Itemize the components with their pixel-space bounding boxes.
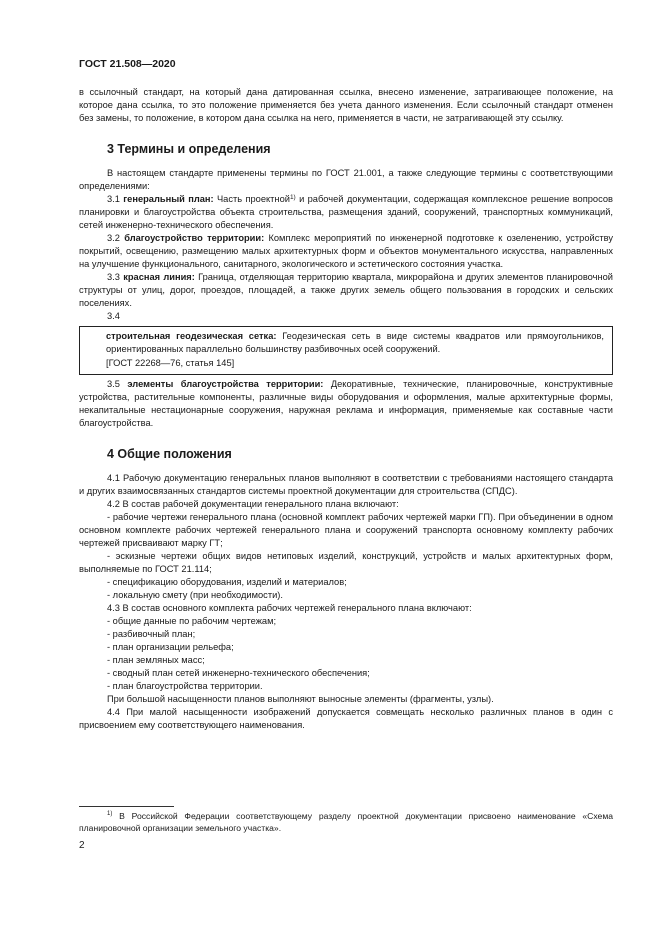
footnote-text: В Российской Федерации соответствующему разделу проектной документации присвоено наименование «Схема планировочной организации земельного участка». bbox=[79, 811, 614, 833]
term-3-5 bbox=[79, 378, 613, 430]
term-number: 3.1 bbox=[107, 194, 120, 204]
term-name: генеральный план: bbox=[123, 194, 214, 204]
term-3-1 bbox=[79, 193, 613, 232]
footnote-reference: 1) bbox=[289, 194, 296, 201]
section-3-title: 3 Термины и определения bbox=[107, 142, 271, 156]
list-item: - план земляных масс; bbox=[107, 655, 205, 665]
term-3-2 bbox=[79, 232, 613, 271]
section-4-title: 4 Общие положения bbox=[107, 447, 232, 461]
term-definition: Декоративные, технические, планировочные, конструктивные устройства, растительные компоненты, различные виды оборудования и оформления, малые архитектурные формы, некапитальные нестационарные сооружения, наружная реклама и информация, применяемые как составные части благоустройства. bbox=[79, 379, 613, 428]
document-header: ГОСТ 21.508—2020 bbox=[79, 58, 176, 70]
page-content bbox=[79, 86, 613, 732]
list-item: - рабочие чертежи генерального плана (основной комплект рабочих чертежей марки ГП). При объединении в одном основном комплекте рабочих чертежей генерального плана и сооружений транспорта основному комплекту рабочих чертежей присваивают марку ГТ; bbox=[79, 512, 613, 548]
term-source: [ГОСТ 22268—76, статья 145] bbox=[106, 358, 235, 368]
term-name: строительная геодезическая сетка: bbox=[106, 331, 277, 341]
paragraph-4-4: 4.4 При малой насыщенности изображений допускается совмещать несколько различных планов в один с присвоением ему соответствующего наименования. bbox=[79, 707, 613, 730]
term-3-4 bbox=[106, 330, 604, 356]
term-number: 3.5 bbox=[107, 379, 120, 389]
term-name: красная линия: bbox=[123, 272, 195, 282]
paragraph-4-2: 4.2 В состав рабочей документации генерального плана включают: bbox=[107, 499, 399, 509]
list-item: - план благоустройства территории. bbox=[107, 681, 263, 691]
term-number: 3.2 bbox=[107, 233, 120, 243]
list-item: - сводный план сетей инженерно-технического обеспечения; bbox=[107, 668, 370, 678]
term-definition: Геодезическая сеть в виде системы квадратов или прямоугольников, ориентированных параллельно большинству разбивочных осей сооружений. bbox=[106, 331, 604, 354]
term-3-3 bbox=[79, 271, 613, 310]
list-item: - разбивочный план; bbox=[107, 629, 196, 639]
paragraph-4-3-note: При большой насыщенности планов выполняют выносные элементы (фрагменты, узлы). bbox=[107, 694, 494, 704]
page-number: 2 bbox=[79, 840, 85, 851]
term-3-4-box bbox=[79, 326, 613, 375]
term-3-4-number: 3.4 bbox=[107, 311, 120, 321]
term-definition: Комплекс мероприятий по инженерной подготовке к озеленению, устройству покрытий, освещению, размещению малых архитектурных форм и объектов монументального искусства, направленных на улучшение функционального, санитарного, экологического и эстетического состояния участка. bbox=[79, 233, 613, 269]
footnote-divider bbox=[79, 806, 174, 807]
list-item: - локальную смету (при необходимости). bbox=[107, 590, 283, 600]
list-item: - общие данные по рабочим чертежам; bbox=[107, 616, 277, 626]
term-name: благоустройство территории: bbox=[124, 233, 265, 243]
list-item: - спецификацию оборудования, изделий и материалов; bbox=[107, 577, 347, 587]
list-item: - план организации рельефа; bbox=[107, 642, 234, 652]
footnote-mark: 1) bbox=[107, 811, 113, 817]
section-3-lead: В настоящем стандарте применены термины по ГОСТ 21.001, а также следующие термины с соответствующими определениями: bbox=[79, 168, 613, 191]
list-item: - эскизные чертежи общих видов нетиповых изделий, конструкций, устройств и малых архитектурных форм, выполняемые по ГОСТ 21.114; bbox=[79, 551, 613, 574]
term-definition-b: и рабочей документации, содержащая комплексное решение вопросов планировки и благоустройства объекта строительства, размещения зданий, сооружений, транспортных коммуникаций, сетей инженерно-технического обеспечения. bbox=[79, 194, 613, 230]
paragraph-4-3: 4.3 В состав основного комплекта рабочих чертежей генерального плана включают: bbox=[107, 603, 472, 613]
paragraph-4-1: 4.1 Рабочую документацию генеральных планов выполняют в соответствии с требованиями настоящего стандарта и других взаимосвязанных стандартов системы проектной документации для строительства (СПДС). bbox=[79, 473, 613, 496]
term-definition: Граница, отделяющая территорию квартала, микрорайона и других элементов планировочной структуры от улиц, дорог, проездов, площадей, а также других земель общего пользования в городских и сельских поселениях. bbox=[79, 272, 613, 308]
intro-paragraph: в ссылочный стандарт, на который дана датированная ссылка, внесено изменение, затрагивающее положение, на которое дана ссылка, то это положение применяется без учета данного изменения. Если ссылочный стандарт отменен без замены, то положение, в котором дана ссылка на него, применяется в части, не затрагивающей эту ссылку. bbox=[79, 87, 613, 123]
term-definition-a: Часть проектной bbox=[216, 194, 290, 204]
footnote bbox=[79, 810, 613, 834]
term-name: элементы благоустройства территории: bbox=[127, 379, 324, 389]
term-number: 3.3 bbox=[107, 272, 120, 282]
